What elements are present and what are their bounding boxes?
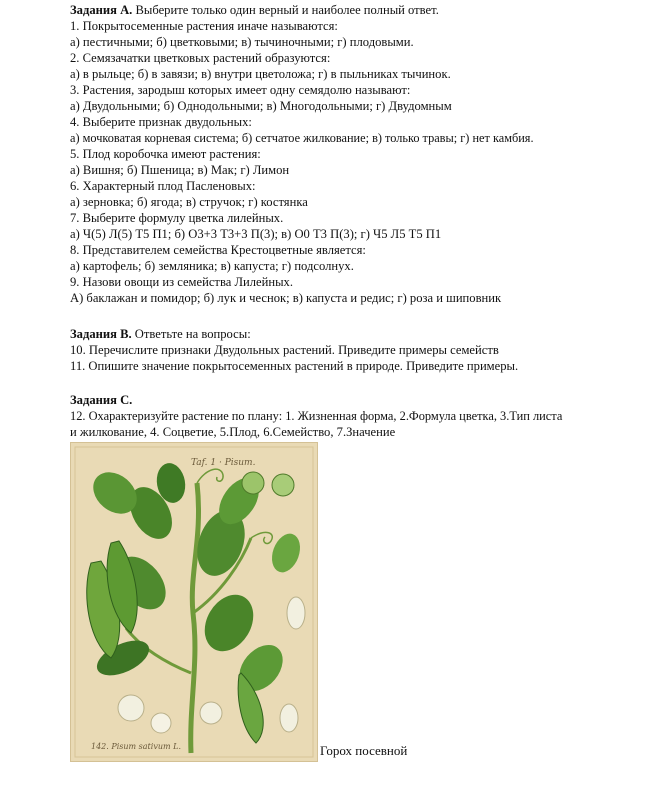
section-b-instruction: Ответьте на вопросы: — [131, 327, 251, 341]
section-b-heading: Задания В. — [70, 327, 132, 341]
question-6: 6. Характерный плод Пасленовых: — [70, 179, 256, 193]
section-a-heading: Задания А. — [70, 3, 133, 17]
answers-2: а) в рыльце; б) в завязи; в) внутри цветоложа; г) в пыльниках тычинок. — [70, 67, 451, 81]
answers-3: а) Двудольными; б) Однодольными; в) Многодольными; г) Двудомным — [70, 99, 452, 113]
answers-9: А) баклажан и помидор; б) лук и чеснок; в) капуста и редис; г) роза и шиповник — [70, 291, 502, 305]
section-a-title — [70, 2, 439, 18]
section-c-heading: Задания С. — [70, 393, 133, 407]
question-10: 10. Перечислите признаки Двудольных растений. Приведите примеры семейств — [70, 343, 499, 357]
question-12: 12. Охарактеризуйте растение по плану: 1. Жизненная форма, 2.Формула цветка, 3.Тип листа — [70, 409, 563, 423]
question-12-continued: и жилкование, 4. Соцветие, 5.Плод, 6.Семейство, 7.Значение — [70, 425, 396, 439]
question-4: 4. Выберите признак двудольных: — [70, 115, 252, 129]
question-5: 5. Плод коробочка имеют растения: — [70, 147, 261, 161]
answers-1: а) пестичными; б) цветковыми; в) тычиночными; г) плодовыми. — [70, 35, 414, 49]
question-7: 7. Выберите формулу цветка лилейных. — [70, 211, 284, 225]
figure-caption: Горох посевной — [320, 743, 408, 758]
answers-6: а) зерновка; б) ягода; в) стручок; г) костянка — [70, 195, 308, 209]
question-8: 8. Представителем семейства Крестоцветные является: — [70, 243, 366, 257]
section-b-title — [70, 326, 251, 342]
answers-7: а) Ч(5) Л(5) Т5 П1; б) О3+3 Т3+3 П(3); в) О0 Т3 П(3); г) Ч5 Л5 Т5 П1 — [70, 227, 442, 241]
answers-8: а) картофель; б) земляника; в) капуста; г) подсолнух. — [70, 259, 354, 273]
answers-4: а) мочковатая корневая система; б) сетчатое жилкование; в) только травы; г) нет камбия. — [70, 131, 534, 145]
pea-plant-illustration — [70, 442, 318, 762]
section-a-instruction: Выберите только один верный и наиболее полный ответ. — [132, 3, 439, 17]
question-11: 11. Опишите значение покрытосеменных растений в природе. Приведите примеры. — [70, 359, 519, 373]
svg-text:Taf. 1 · Pisum.: Taf. 1 · Pisum. — [191, 458, 256, 468]
answers-5: а) Вишня; б) Пшеница; в) Мак; г) Лимон — [70, 163, 290, 177]
svg-text:142. Pisum sativum L.: 142. Pisum sativum L. — [91, 742, 181, 751]
question-1: 1. Покрытосеменные растения иначе называются: — [70, 19, 338, 33]
question-3: 3. Растения, зародыш которых имеет одну семядолю называют: — [70, 83, 411, 97]
pea-plant-icon — [71, 443, 317, 761]
question-2: 2. Семязачатки цветковых растений образуются: — [70, 51, 331, 65]
question-9: 9. Назови овощи из семейства Лилейных. — [70, 275, 293, 289]
